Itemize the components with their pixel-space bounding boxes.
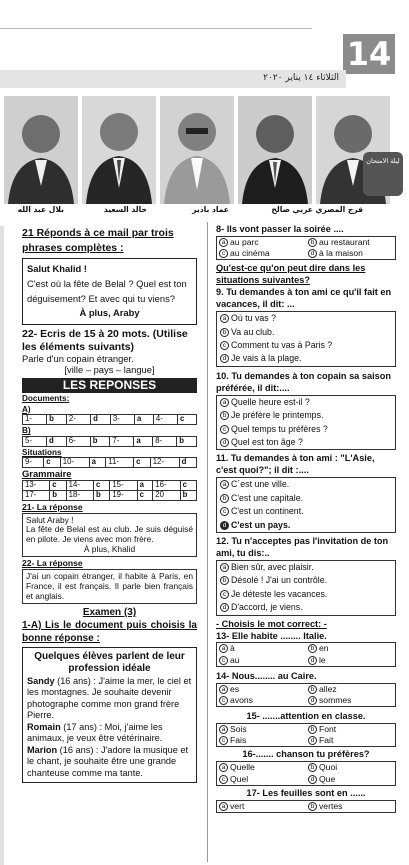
answer-option: [217, 312, 395, 325]
option-letter-circle: c: [220, 425, 229, 434]
answer-option: [217, 237, 306, 248]
grammaire-label: Grammaire: [22, 468, 72, 480]
r21-body: La fête de Belal est au club. Je suis déguisé en pilote. Je viens avec mon frère.: [26, 524, 193, 545]
answer-option: [217, 695, 306, 706]
answer-option: [306, 801, 395, 812]
option-text: à: [230, 643, 235, 654]
option-text: sommes: [319, 694, 352, 705]
option-letter-circle: b: [308, 644, 317, 653]
option-text: Font: [319, 724, 337, 735]
answer-letter-cell: c: [44, 458, 61, 468]
answer-option: [306, 724, 395, 735]
answer-option: [217, 423, 395, 436]
section-b-label: B): [22, 426, 31, 436]
sandy-text: (16 ans) : J'aime la mer, le ciel et les montagnes. Je souhaite devenir photographe comme mon grand frère Pierre.: [27, 675, 192, 721]
option-text: Fait: [319, 735, 334, 746]
answer-option: [217, 478, 395, 491]
option-letter-circle: b: [220, 328, 229, 337]
answer-option: [217, 352, 395, 365]
option-text: Je préfère le printemps.: [231, 410, 324, 421]
answer-letter-cell: c: [93, 480, 109, 490]
q12-options: [216, 560, 396, 616]
question-number-cell: 15-: [110, 480, 137, 490]
option-text: le: [319, 654, 326, 665]
teacher-name-1: بلال عبد الله: [17, 205, 64, 214]
answer-letter-cell: b: [90, 436, 110, 446]
option-letter-circle: a: [219, 685, 228, 694]
option-letter-circle: b: [220, 411, 229, 420]
answer-option: [306, 684, 395, 695]
answer-option: [217, 339, 395, 352]
answer-option: [306, 237, 395, 248]
answers-table-situations: [22, 457, 197, 468]
answer-option: [217, 436, 395, 449]
option-text: C'est une capitale.: [231, 492, 304, 503]
option-text: avons: [230, 694, 253, 705]
answer-letter-cell: c: [134, 458, 151, 468]
teacher-photos: [4, 96, 404, 204]
question-number-cell: 5-: [23, 436, 47, 446]
answers-header: LES REPONSES: [22, 378, 197, 394]
answer-row-situations: [23, 458, 197, 468]
choose-word-title: - Choisis le mot correct: -: [216, 618, 327, 629]
r21-sign: À plus, Khalid: [83, 543, 136, 554]
option-letter-circle: d: [308, 656, 317, 665]
answer-option: [217, 735, 306, 746]
option-text: Je vais à la plage.: [231, 353, 302, 364]
option-text: Quoi: [319, 762, 338, 773]
teacher-names: [0, 206, 409, 220]
romain-text: (17 ans) : Moi, j'aime les animaux, je veux être vétérinaire.: [27, 721, 163, 744]
q10-question: 10. Tu demandes à ton copain sa saison préférée, il dit:....: [216, 370, 391, 393]
option-text: Je déteste les vacances.: [231, 588, 328, 599]
question-number-cell: 17-: [23, 490, 50, 500]
answer-option: [217, 724, 306, 735]
q15-options: [216, 723, 396, 747]
option-letter-circle: a: [220, 563, 229, 572]
q8-options: [216, 236, 396, 260]
option-text: Quelle: [230, 762, 255, 773]
option-text: Quelle heure est-il ?: [231, 396, 310, 407]
q16-options: [216, 761, 396, 785]
teacher-name-3: عماد بادير: [192, 205, 229, 214]
answer-letter-cell: b: [50, 490, 66, 500]
answer-option: [217, 762, 306, 773]
option-letter-circle: d: [308, 736, 317, 745]
q14-options: [216, 683, 396, 707]
option-letter-circle: b: [308, 238, 317, 247]
option-letter-circle: c: [219, 656, 228, 665]
q10-options: [216, 395, 396, 451]
q8-question: 8- Ils vont passer la soirée ....: [216, 224, 344, 234]
document-sandy: [27, 676, 192, 722]
option-text: Comment tu vas à Paris ?: [231, 339, 333, 350]
teacher-name-2: خالد السعيد: [103, 205, 147, 214]
option-text: Où tu vas ?: [231, 313, 276, 324]
question-number-cell: 19-: [110, 490, 137, 500]
answer-row-a: [23, 415, 197, 425]
option-letter-circle: d: [220, 354, 229, 363]
option-letter-circle: a: [220, 480, 229, 489]
question-number-cell: 7-: [110, 436, 134, 446]
r22-body: J'ai un copain étranger, il habite à Paris, en France, il est français. Il parle bien français et anglais.: [26, 571, 193, 601]
teacher-photo-1: [4, 96, 78, 204]
teacher-name-4: عربي صالح: [271, 205, 313, 214]
q9-question: 9. Tu demandes à ton ami ce qu'il fait en vacances, il dit: ...: [216, 287, 392, 310]
option-text: Sois: [230, 724, 247, 735]
r21-greeting: Salut Araby !: [26, 514, 74, 525]
teacher-photo-3: [160, 96, 234, 204]
q16-question: 16-....... chanson tu préfères?: [242, 749, 370, 760]
header-rule: [0, 28, 312, 29]
option-letter-circle: c: [219, 696, 228, 705]
option-letter-circle: d: [308, 249, 317, 258]
option-letter-circle: b: [308, 763, 317, 772]
answer-option: [306, 774, 395, 785]
q22-subtitle: Parle d'un copain étranger.: [22, 353, 134, 364]
question-number-cell: 6-: [66, 436, 90, 446]
q17-options: [216, 800, 396, 813]
option-text: vertes: [319, 800, 343, 811]
option-letter-circle: c: [220, 341, 229, 350]
option-text: C´est une ville.: [231, 479, 290, 490]
question-number-cell: 10-: [60, 458, 89, 468]
option-letter-circle: b: [308, 725, 317, 734]
option-letter-circle: c: [219, 249, 228, 258]
exam-title: Examen (3): [82, 607, 137, 619]
mail-sign: À plus, Araby: [79, 307, 140, 319]
option-letter-circle: a: [219, 644, 228, 653]
q15-question: 15- .......attention en classe.: [246, 711, 366, 722]
option-letter-circle: a: [219, 802, 228, 811]
column-divider: [207, 222, 208, 862]
answer-option: [217, 492, 395, 505]
option-text: au parc: [230, 236, 259, 247]
r22-box: [22, 569, 197, 604]
question-number-cell: 2-: [66, 415, 90, 425]
question-number-cell: 1-: [23, 415, 47, 425]
option-text: Quel: [230, 773, 249, 784]
answer-option: [217, 774, 306, 785]
answer-option: [306, 762, 395, 773]
question-number-cell: 3-: [110, 415, 134, 425]
question-number-cell: 12-: [150, 458, 179, 468]
option-letter-circle: c: [219, 736, 228, 745]
answer-letter-cell: c: [50, 480, 66, 490]
q11-question: 11. Tu demandes à ton ami : "L'Asie, c'est quoi?"; il dit :....: [216, 453, 375, 476]
r21-title: 21- La réponse: [22, 501, 83, 512]
answer-option: [217, 248, 306, 259]
answer-letter-cell: c: [178, 415, 197, 425]
answer-option: [306, 248, 395, 259]
option-letter-circle: c: [220, 590, 229, 599]
romain-name: Romain: [27, 721, 61, 732]
question-number-cell: 14-: [66, 480, 93, 490]
left-column: [22, 226, 197, 783]
newspaper-header: [0, 0, 409, 92]
answer-letter-cell: c: [137, 490, 153, 500]
option-letter-circle: b: [220, 576, 229, 585]
answer-option: [217, 519, 395, 532]
answer-row-grammaire: [23, 480, 197, 490]
q21-title: 21 Réponds à ce mail par trois phrases complètes :: [22, 227, 174, 255]
document-title: Quelques élèves parlent de leur profession idéale: [34, 650, 185, 675]
option-text: C'est un continent.: [231, 506, 304, 517]
answer-option: [217, 505, 395, 518]
r21-box: [22, 513, 197, 558]
option-text: Quel est ton âge ?: [231, 436, 303, 447]
answer-letter-cell: a: [134, 415, 153, 425]
answer-option: [217, 601, 395, 614]
option-text: au: [230, 654, 240, 665]
answer-option: [217, 643, 306, 654]
answer-letter-cell: c: [180, 480, 196, 490]
answer-option: [217, 409, 395, 422]
option-text: D'accord, je viens.: [231, 602, 303, 613]
answers-table-b: [22, 436, 197, 447]
teacher-photo-4: [238, 96, 312, 204]
q12-question: 12. Tu n'acceptes pas l'invitation de ton ami, tu dis:..: [216, 535, 389, 558]
option-letter-circle: d: [308, 696, 317, 705]
option-letter-circle: b: [308, 685, 317, 694]
situations-label: Situations: [22, 447, 62, 457]
answers-table-grammaire: [22, 480, 197, 501]
issue-date: الثلاثاء ١٤ يناير ٢٠٢٠: [263, 73, 339, 83]
marion-text: (16 ans) : J'adore la musique et le chant, je souhaite être une grande chanteuse comme ma tante.: [27, 744, 189, 778]
answer-option: [217, 655, 306, 666]
q22-elements: [ville – pays – langue]: [64, 363, 155, 375]
documents-label: Documents:: [22, 394, 70, 404]
answer-option: [217, 396, 395, 409]
answer-letter-cell: b: [47, 415, 67, 425]
section-logo: ليلة الامتحان: [363, 152, 403, 196]
r22-title: 22- La réponse: [22, 558, 83, 569]
option-text: Désolé ! J'ai un contrôle.: [231, 575, 328, 586]
section-a-label: A): [22, 404, 31, 414]
answer-option: [306, 643, 395, 654]
option-text: Que: [319, 773, 336, 784]
teacher-photo-2: [82, 96, 156, 204]
left-margin-bar: [0, 226, 4, 865]
answer-option: [306, 655, 395, 666]
answers-table-a: [22, 414, 197, 425]
option-text: au cinéma: [230, 248, 270, 259]
option-letter-circle: a: [219, 238, 228, 247]
q9-options: [216, 311, 396, 367]
document-romain: [27, 722, 192, 745]
answer-letter-cell: a: [137, 480, 153, 490]
option-text: en: [319, 643, 329, 654]
question-number-cell: 8-: [153, 436, 177, 446]
option-letter-circle: d: [220, 521, 229, 530]
answer-option: [217, 326, 395, 339]
option-text: C'est un pays.: [231, 519, 291, 530]
document-box: [22, 647, 197, 784]
answer-letter-cell: d: [179, 458, 196, 468]
mail-greeting: Salut Khalid !: [27, 263, 87, 275]
answer-letter-cell: a: [89, 458, 106, 468]
option-letter-circle: d: [220, 438, 229, 447]
answer-letter-cell: b: [93, 490, 109, 500]
option-text: au restaurant: [319, 236, 370, 247]
option-letter-circle: a: [219, 763, 228, 772]
option-letter-circle: a: [219, 725, 228, 734]
q14-question: 14- Nous........ au Caire.: [216, 670, 317, 681]
option-letter-circle: b: [308, 802, 317, 811]
option-letter-circle: a: [220, 314, 229, 323]
question-number-cell: 9-: [23, 458, 44, 468]
question-number-cell: 20: [153, 490, 180, 500]
option-letter-circle: d: [220, 603, 229, 612]
answer-letter-cell: d: [47, 436, 67, 446]
question-number-cell: 13-: [23, 480, 50, 490]
option-letter-circle: d: [308, 775, 317, 784]
situations-title: Qu'est-ce qu'on peut dire dans les situations suivantes?: [216, 263, 366, 286]
option-letter-circle: c: [219, 775, 228, 784]
answer-option: [217, 588, 395, 601]
answer-row-b: [23, 436, 197, 446]
answer-letter-cell: a: [134, 436, 153, 446]
mail-box: [22, 258, 197, 324]
document-marion: [27, 745, 192, 780]
q13-question: 13- Elle habite ........ Italie.: [216, 630, 327, 641]
answer-letter-cell: d: [91, 415, 111, 425]
answer-letter-cell: b: [177, 436, 197, 446]
question-number-cell: 18-: [66, 490, 93, 500]
answer-row-grammaire: [23, 490, 197, 500]
question-number-cell: 4-: [153, 415, 177, 425]
page-number: 14: [343, 34, 395, 74]
question-number-cell: 11-: [106, 458, 134, 468]
teacher-name-5: فرج المصري: [315, 205, 363, 214]
answer-option: [217, 684, 306, 695]
option-text: à la maison: [319, 248, 363, 259]
option-text: Fais: [230, 735, 247, 746]
option-letter-circle: a: [220, 398, 229, 407]
option-text: allez: [319, 683, 337, 694]
option-text: es: [230, 683, 240, 694]
question-number-cell: 16-: [153, 480, 180, 490]
answer-letter-cell: b: [180, 490, 196, 500]
marion-name: Marion: [27, 744, 58, 755]
option-text: Va au club.: [231, 326, 275, 337]
option-text: Quel temps tu préfères ?: [231, 423, 328, 434]
answer-option: [306, 735, 395, 746]
answer-option: [217, 561, 395, 574]
answer-option: [306, 695, 395, 706]
option-text: vert: [230, 800, 245, 811]
answer-option: [217, 574, 395, 587]
exam-q1-title: 1-A) Lis le document puis choisis la bonne réponse :: [22, 619, 197, 644]
q13-options: [216, 642, 396, 666]
right-column: [216, 224, 396, 813]
q11-options: [216, 477, 396, 533]
option-text: Bien sûr, avec plaisir.: [231, 561, 314, 572]
mail-body: C'est où la fête de Belal ? Quel est ton déguisement? Et avec qui tu viens?: [27, 278, 187, 304]
q17-question: 17- Les feuilles sont en ......: [246, 787, 366, 798]
sandy-name: Sandy: [27, 675, 55, 686]
q22-title: 22- Ecris de 15 à 20 mots. (Utilise les éléments suivants): [22, 327, 188, 353]
option-letter-circle: b: [220, 494, 229, 503]
answer-option: [217, 801, 306, 812]
option-letter-circle: c: [220, 507, 229, 516]
